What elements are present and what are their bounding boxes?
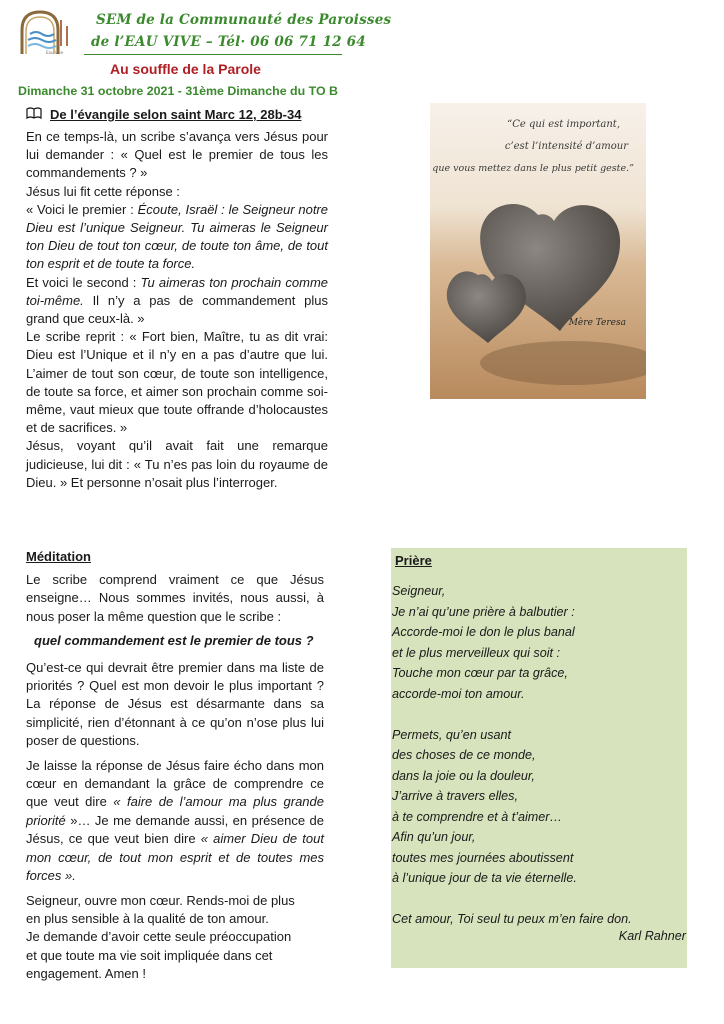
gospel-text-span: Il n’y a pas de commandement plus grand que ceux-là. » [26, 292, 328, 327]
gospel-quote: Tu aimeras ton prochain comme toi-même. [26, 274, 328, 308]
meditation-quote: « aimer Dieu de tout mon cœur, de tout mon esprit et de toutes mes forces ». [26, 831, 324, 884]
date-line: Dimanche 31 octobre 2021 - 31ème Dimanche du TO B [18, 84, 338, 98]
gospel-text-span: Et voici le second : [26, 274, 141, 290]
prayer-line: à te comprendre et à t’aimer… [392, 809, 563, 824]
prayer-line: Cet amour, Toi seul tu peux m’en faire don. [392, 912, 632, 926]
gospel-quote: Écoute, Israël : le Seigneur notre Dieu est l’unique Seigneur. Tu aimeras le Seigneur ton Dieu de tout ton cœur, de toute ton âme, de tout ton esprit et de toute ta force. [26, 201, 328, 272]
prayer-line: Accorde-moi le don le plus banal [392, 625, 575, 639]
prayer-line: accorde-moi ton amour. [392, 686, 525, 701]
photo-quote: “Ce qui est important, [507, 119, 620, 130]
photo-signature: Mère Teresa [568, 318, 626, 328]
prayer-line: et le plus merveilleux qui soit : [392, 645, 560, 660]
prayer-author: Karl Rahner [618, 929, 686, 943]
prayer-text [392, 581, 682, 930]
prayer-line: Afin qu’un jour, [392, 830, 476, 844]
svg-text:Eau Vive: Eau Vive [46, 50, 64, 55]
meditation-paragraph: Le scribe comprend vraiment ce que Jésus enseigne… Nous sommes invités, nous aussi, à nous poser la même question que le scribe : [26, 572, 324, 624]
meditation-line: Seigneur, ouvre mon cœur. Rends-moi de plus [26, 892, 295, 908]
meditation-text-span: Je laisse la réponse de Jésus faire écho dans mon cœur en demandant la grâce de comprendre ce que veut dire [26, 757, 324, 810]
header-line-2: de l’EAU VIVE – Tél· 06 06 71 12 64 [91, 34, 366, 50]
prayer-line: Seigneur, [392, 584, 446, 598]
meditation-line: engagement. Amen ! [26, 966, 146, 982]
section-subtitle: Au souffle de la Parole [110, 61, 261, 77]
prayer-line: des choses de ce monde, [392, 748, 536, 762]
prayer-line: J’arrive à travers elles, [392, 789, 518, 803]
meditation-paragraph: Qu’est-ce qui devrait être premier dans ma liste de priorités ? Quel est mon devoir le plus important ? La réponse de Jésus est désarmante dans sa simplicité, rien d’étonnant à ce qu’on n’ose plus lui poser de questions. [26, 659, 324, 749]
prayer-title: Prière [395, 553, 432, 568]
gospel-paragraph: Jésus lui fit cette réponse : [26, 183, 180, 199]
hearts-photo [430, 103, 646, 399]
prayer-line: dans la joie ou la douleur, [392, 768, 535, 783]
book-icon [26, 107, 42, 122]
prayer-line: Permets, qu’en usant [392, 727, 512, 742]
gospel-title [26, 107, 301, 122]
gospel-paragraph [26, 274, 328, 329]
prayer-spacer [392, 889, 682, 910]
parish-logo [16, 8, 78, 56]
header-rule [84, 54, 342, 55]
meditation-text-span: »… Je me demande aussi, en présence de Jésus, ce que veut bien dire [26, 812, 324, 847]
meditation-paragraph [26, 757, 324, 886]
meditation-line: Je demande d’avoir cette seule préoccupation [26, 929, 292, 945]
meditation-line: et que toute ma vie soit impliquée dans cet [26, 947, 273, 963]
gospel-paragraph: Le scribe reprit : « Fort bien, Maître, tu as dit vrai: Dieu est l’Unique et il n’y en a pas d’autre que lui. L’aimer de tout son cœur, de toute son intelligence, de toute sa force, et aimer son prochain comme soi-même, vaut mieux que toute offrande d’holocaustes et de sacrifices. » [26, 329, 328, 436]
prayer-line: Touche mon cœur par ta grâce, [392, 666, 568, 680]
gospel-paragraph: Jésus, voyant qu’il avait fait une remarque judicieuse, lui dit : « Tu n’es pas loin du royaume de Dieu. » Et personne n’osait plus l’interroger. [26, 438, 328, 490]
meditation-title: Méditation [26, 549, 91, 564]
meditation-quote: « faire de l’amour ma plus grande priorité [26, 794, 324, 828]
gospel-text [26, 128, 328, 492]
meditation-question: quel commandement est le premier de tous ? [34, 633, 314, 649]
gospel-title-text: De l’évangile selon saint Marc 12, 28b-34 [50, 107, 302, 122]
prayer-line: toutes mes journées aboutissent [392, 850, 574, 865]
header-line-1: SEM de la Communauté des Paroisses [96, 12, 392, 28]
gospel-text-span: « Voici le premier : [26, 201, 138, 217]
prayer-line: Je n’ai qu’une prière à balbutier : [392, 604, 575, 619]
gospel-paragraph [26, 201, 328, 274]
photo-quote: c’est l’intensité d’amour [504, 141, 628, 152]
prayer-line: à l’unique jour de ta vie éternelle. [392, 871, 577, 885]
meditation-text [26, 571, 324, 984]
meditation-line: en plus sensible à la qualité de ton amour. [26, 910, 269, 926]
photo-quote: que vous mettez dans le plus petit geste.” [432, 163, 634, 174]
prayer-spacer [392, 704, 682, 725]
gospel-paragraph: En ce temps-là, un scribe s’avança vers Jésus pour lui demander : « Quel est le premier de tous les commandements ? » [26, 129, 328, 181]
